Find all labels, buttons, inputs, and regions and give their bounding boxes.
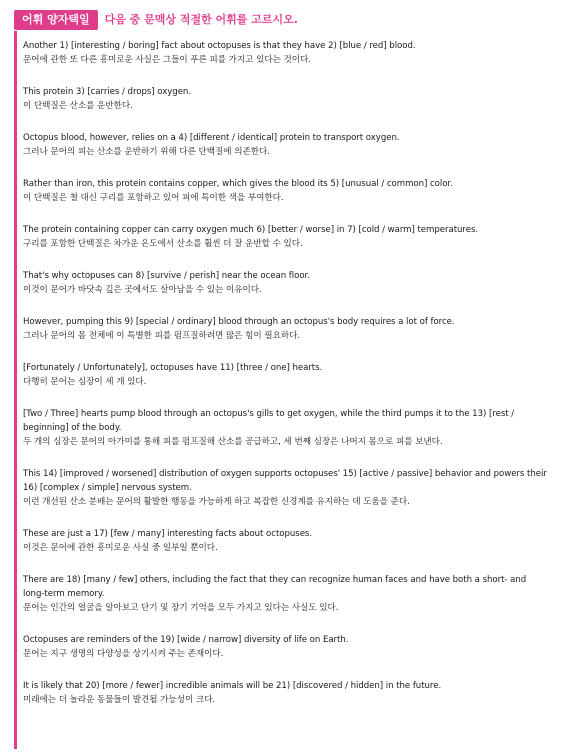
english-sentence: This protein 3) [carries / drops] oxygen. [23,87,192,97]
korean-translation: 문어에 관한 또 다른 흥미로운 사실은 그들이 푸른 피를 가지고 있다는 것이다. [23,55,311,65]
english-sentence: It is likely that 20) [more / fewer] incredible animals will be 21) [discovered / hidden] in the future. [23,681,442,691]
english-sentence: Rather than iron, this protein contains copper, which gives the blood its 5) [unusual / common] color. [23,179,453,189]
question-block [23,85,550,113]
english-sentence: This 14) [improved / worsened] distribution of oxygen supports octopuses' 15) [active / passive] behavior and powers their 16) [complex / simple] nervous system. [23,469,547,493]
question-list [14,31,550,749]
question-block [23,269,550,297]
english-sentence: However, pumping this 9) [special / ordinary] blood through an octopus's body requires a lot of force. [23,317,455,327]
english-sentence: The protein containing copper can carry oxygen much 6) [better / worse] in 7) [cold / warm] temperatures. [23,225,479,235]
korean-translation: 다행히 문어는 심장이 세 개 있다. [23,377,147,387]
question-block [23,131,550,159]
question-block [23,467,550,509]
korean-translation: 두 개의 심장은 문어의 아가미를 통해 피를 펌프질해 산소를 공급하고, 세 번째 심장은 나머지 몸으로 피를 보낸다. [23,437,443,447]
english-sentence: Another 1) [interesting / boring] fact about octopuses is that they have 2) [blue / red] blood. [23,41,416,51]
korean-translation: 이 단백질은 철 대신 구리를 포함하고 있어 피에 특이한 색을 부여한다. [23,193,284,203]
worksheet-header [14,10,298,30]
korean-translation: 미래에는 더 놀라운 동물들이 발견될 가능성이 크다. [23,695,216,705]
instruction-text: 다음 중 문맥상 적절한 어휘를 고르시오. [104,13,298,26]
english-sentence: There are 18) [many / few] others, including the fact that they can recognize human faces and have both a short- and long-term memory. [23,575,527,599]
question-block [23,527,550,555]
english-sentence: These are just a 17) [few / many] interesting facts about octopuses. [23,529,313,539]
english-sentence: Octopuses are reminders of the 19) [wide / narrow] diversity of life on Earth. [23,635,349,645]
english-sentence: That's why octopuses can 8) [survive / perish] near the ocean floor. [23,271,310,281]
question-block [23,315,550,343]
question-block [23,223,550,251]
english-sentence: Octopus blood, however, relies on a 4) [different / identical] protein to transport oxygen. [23,133,400,143]
korean-translation: 그러나 문어의 몸 전체에 이 특별한 피를 펌프질하려면 많은 힘이 필요하다. [23,331,301,341]
question-block [23,361,550,389]
korean-translation: 구리를 포함한 단백질은 차가운 온도에서 산소를 훨씬 더 잘 운반할 수 있다. [23,239,303,249]
question-block [23,39,550,67]
section-tag: 어휘 양자택일 [14,10,98,30]
korean-translation: 그러나 문어의 피는 산소를 운반하기 위해 다른 단백질에 의존한다. [23,147,270,157]
english-sentence: [Fortunately / Unfortunately], octopuses have 11) [three / one] hearts. [23,363,323,373]
question-block [23,633,550,661]
korean-translation: 문어는 지구 생명의 다양성을 상기시켜 주는 존재이다. [23,649,224,659]
question-block [23,177,550,205]
korean-translation: 이 단백질은 산소를 운반한다. [23,101,133,111]
korean-translation: 이것은 문어에 관한 흥미로운 사실 중 일부일 뿐이다. [23,543,218,553]
question-block [23,573,550,615]
korean-translation: 이런 개선된 산소 분배는 문어의 활발한 행동을 가능하게 하고 복잡한 신경계를 유지하는 데 도움을 준다. [23,497,410,507]
question-block [23,407,550,449]
english-sentence: [Two / Three] hearts pump blood through an octopus's gills to get oxygen, while the third pumps it to the 13) [rest / beginning] of the body. [23,409,515,433]
korean-translation: 이것이 문어가 바닷속 깊은 곳에서도 살아남을 수 있는 이유이다. [23,285,262,295]
question-block [23,679,550,707]
korean-translation: 문어는 인간의 얼굴을 알아보고 단기 및 장기 기억을 모두 가지고 있다는 사실도 있다. [23,603,339,613]
